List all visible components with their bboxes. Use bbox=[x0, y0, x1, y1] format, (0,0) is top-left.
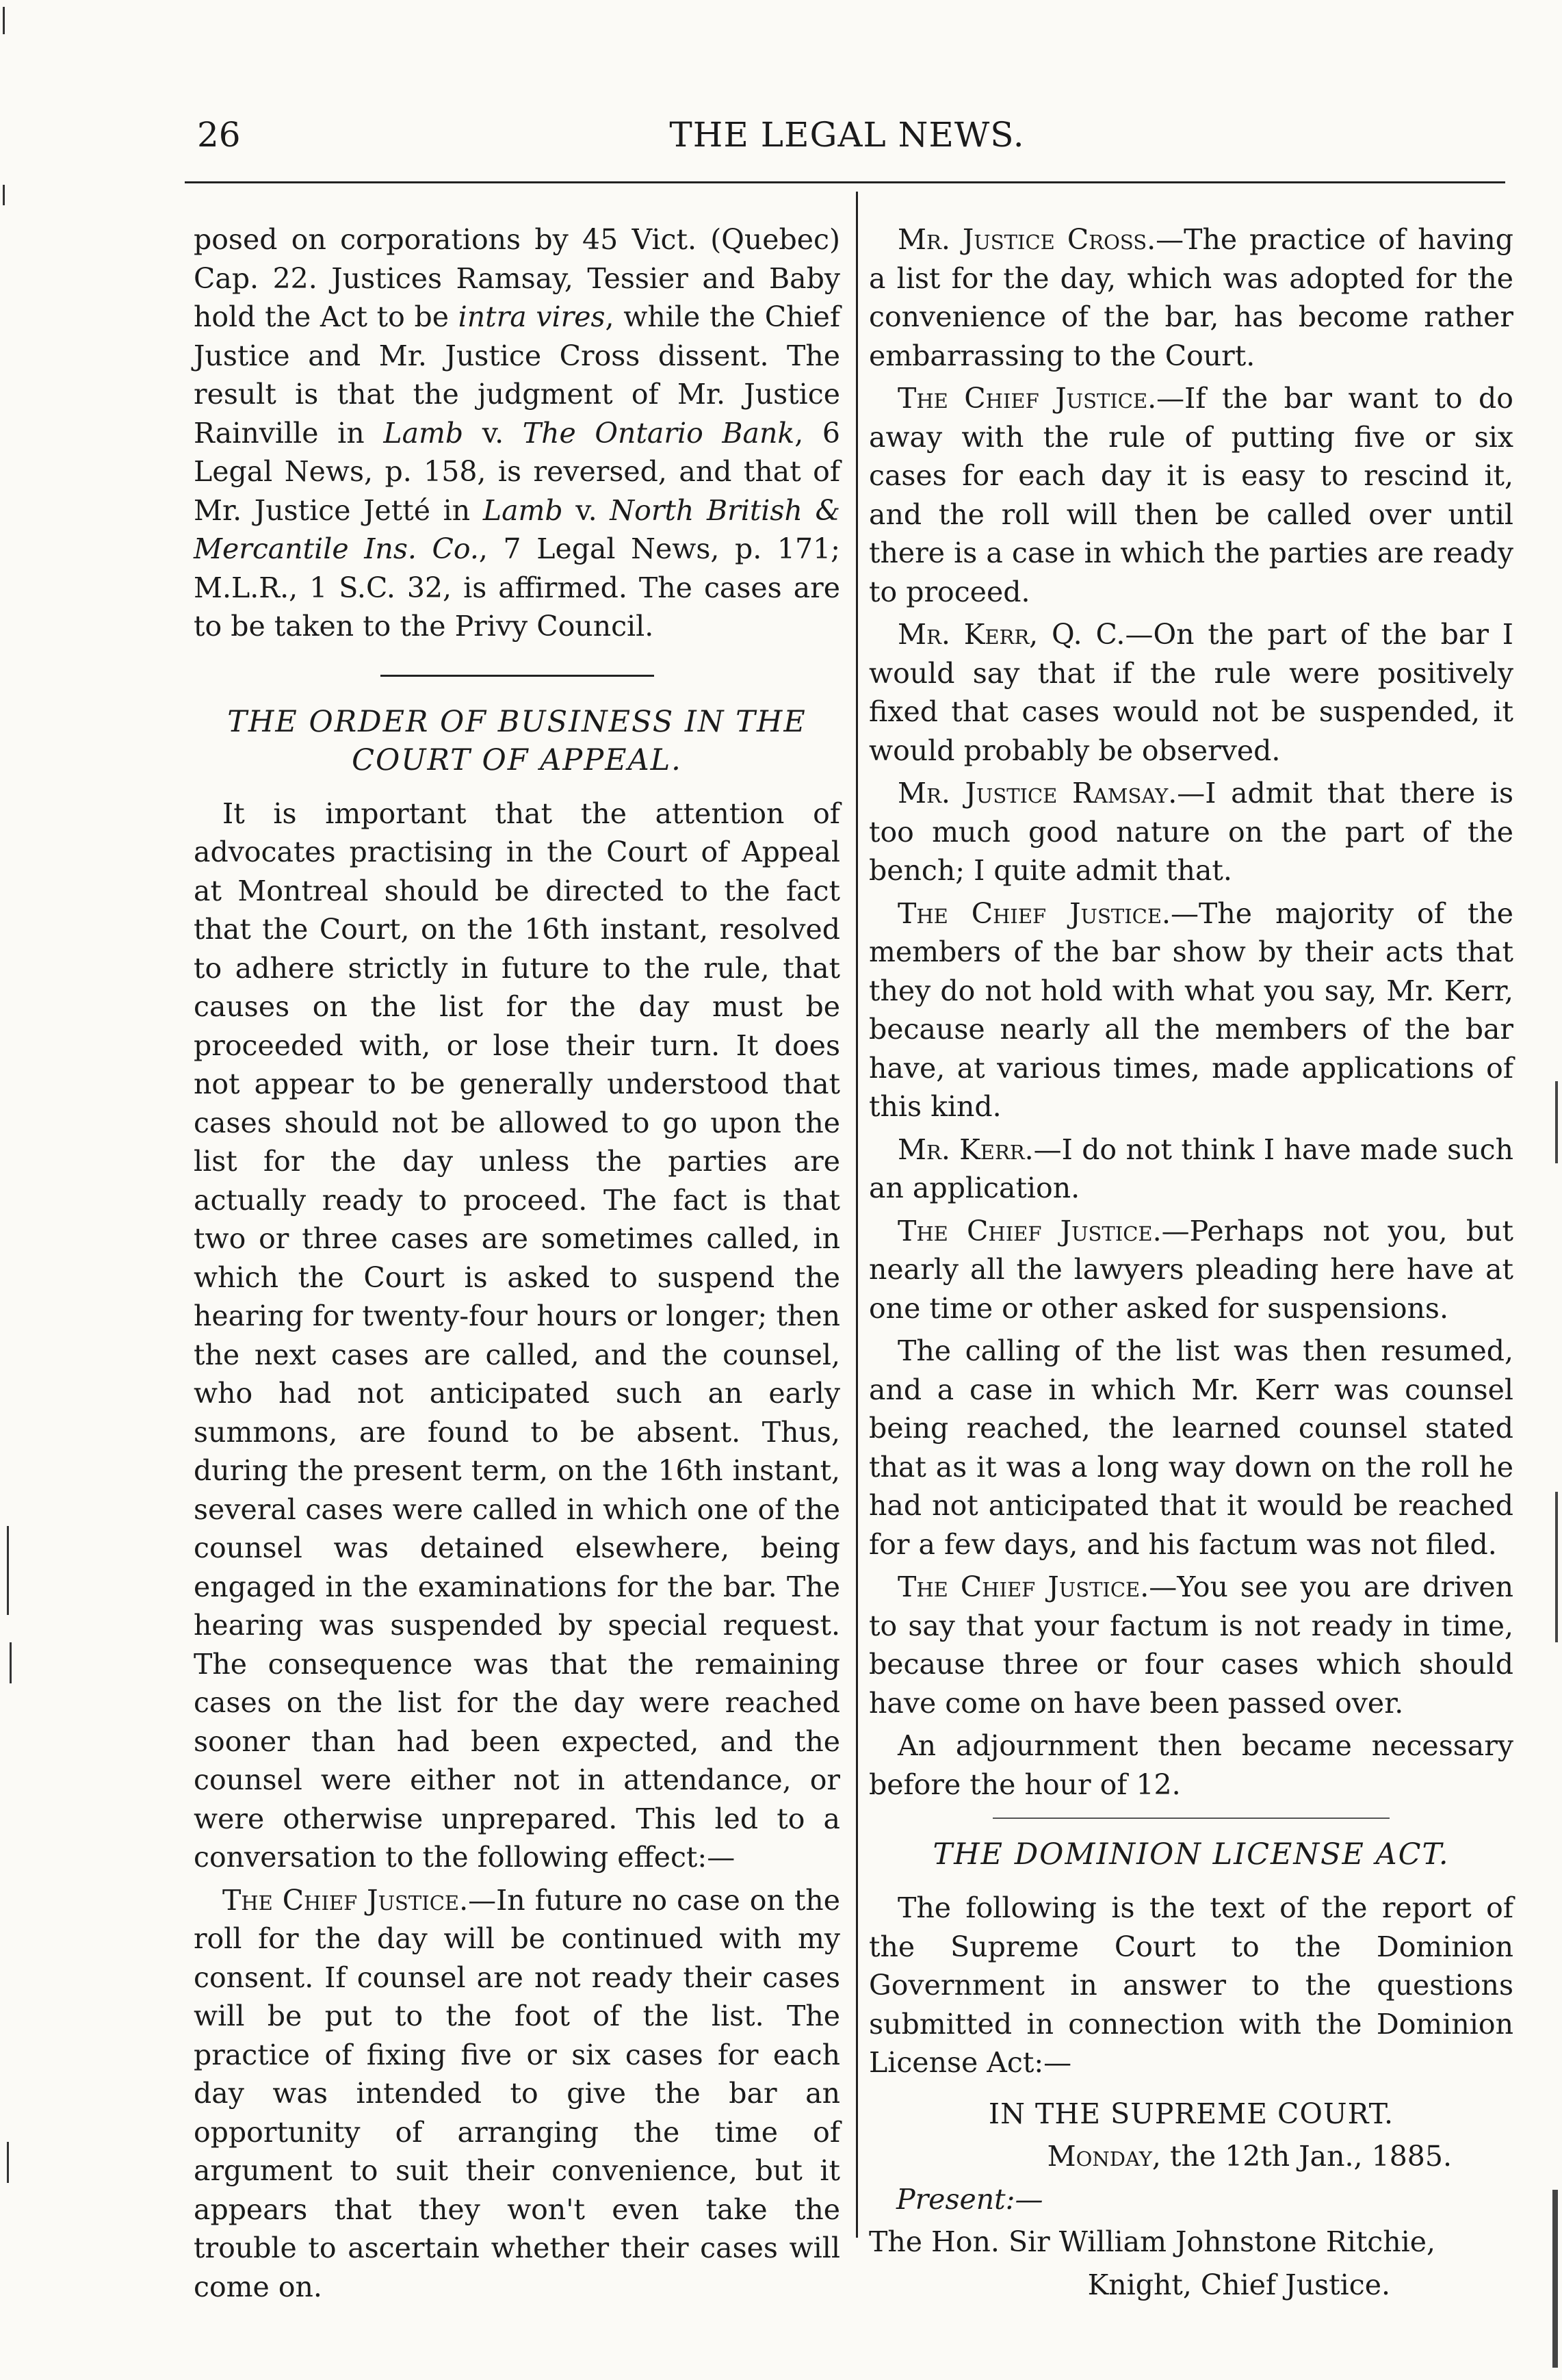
header-rule bbox=[185, 181, 1505, 183]
page-header bbox=[197, 111, 1497, 166]
speech: , Q. C.—On the part of the bar I would say that if the rule were positively fixed that cases would not be suspended, it would probably be observed. bbox=[869, 618, 1513, 767]
speech: .—Perhaps not you, but nearly all the lawyers pleading here have at one time or other asked for suspensions. bbox=[869, 1214, 1513, 1325]
speaker: The Chief Justice bbox=[898, 896, 1162, 930]
case-party: North British & Mercantile Ins. Co. bbox=[194, 493, 840, 565]
speech: .—The majority of the members of the bar show by their acts that they do not hold with what you say, Mr. Kerr, because nearly all the members of the bar have, at various times, made applications of this kind. bbox=[869, 896, 1513, 1123]
speech: .—In future no case on the roll for the day will be continued with my consent. If counsel are not ready their cases will be put to the foot of the list. The practice of fixing five or six cases for each day was intended to give the bar an opportunity of arranging the time of argument to suit their convenience, but it appears that they won't even take the trouble to ascertain whether their cases will come on. bbox=[194, 1883, 840, 2303]
paragraph-chief-justice bbox=[869, 894, 1513, 1126]
journal-title: THE LEGAL NEWS. bbox=[669, 115, 1025, 155]
text-run: , while the Chief Justice and Mr. Justice Cross dissent. The result is that the judgment of Mr. Justice Rainville in bbox=[194, 300, 841, 450]
text-run: v. bbox=[463, 416, 523, 450]
speech: .—The practice of having a list for the day, which was adopted for the convenience of the bar, has become rather embarrassing to the Court. bbox=[869, 223, 1513, 372]
speaker: Mr. Kerr bbox=[898, 618, 1030, 651]
section-rule bbox=[993, 1818, 1390, 1819]
paragraph-ramsay bbox=[869, 774, 1513, 890]
case-party: The Ontario Bank bbox=[522, 416, 795, 450]
paragraph-chief-justice bbox=[869, 1568, 1513, 1722]
text-run: v. bbox=[562, 493, 610, 527]
right-column bbox=[869, 220, 1513, 2304]
paragraph-judgment-summary bbox=[194, 220, 840, 646]
paragraph-license-report: The following is the text of the report of the Supreme Court to the Dominion Government in answer to the questions submitted in connection with the Dominion License Act:— bbox=[869, 1891, 1513, 2079]
case-party: Lamb bbox=[383, 416, 464, 450]
speaker: The Chief Justice bbox=[222, 1883, 460, 1917]
italic-term: intra vires bbox=[458, 300, 606, 333]
left-margin-marks bbox=[0, 0, 27, 2380]
paragraph-narrative: The calling of the list was then resumed, and a case in which Mr. Kerr was counsel being reached, the learned counsel stated that as it was a long way down on the roll he had not anticipated that it would be reached for a few days, and his factum was not filed. bbox=[869, 1334, 1513, 1561]
paragraph-chief-justice bbox=[194, 1881, 840, 2307]
speaker: The Chief Justice bbox=[898, 382, 1148, 415]
speech: .—You see you are driven to say that your factum is not ready in time, because three or four cases which should have come on have been passed over. bbox=[869, 1570, 1513, 1720]
left-column bbox=[194, 220, 840, 2306]
judge-line: The Hon. Sir William Johnstone Ritchie, bbox=[869, 2225, 1436, 2258]
paragraph-order-of-business: It is important that the attention of advocates practising in the Court of Appeal at Montreal should be directed to the fact that the Court, on the 16th instant, resolved to adhere strictly in future to the rule, that causes on the list for the day must be proceeded with, or lose their turn. It does not appear to be generally understood that cases should not be allowed to go upon the list for the day unless the parties are actually ready to proceed. The fact is that two or three cases are sometimes called, in which the Court is asked to suspend the hearing for twenty-four hours or longer; then the next cases are called, and the counsel, who had not anticipated such an early summons, are found to be absent. Thus, during the present term, on the 16th instant, several cases were called in which one of the counsel was detained elsewhere, being engaged in the examinations for the bar. The hearing was suspended by special request. The consequence was that the remaining cases on the list for the day were reached sooner than had been expected, and the counsel were either not in attendance, or were otherwise unprepared. This led to a conversation to the following effect:— bbox=[194, 797, 840, 1874]
date-text: , the 12th Jan., 1885. bbox=[1151, 2140, 1452, 2173]
paragraph-cross bbox=[869, 220, 1513, 375]
weekday: Monday bbox=[1047, 2140, 1152, 2173]
right-page-edge bbox=[1521, 0, 1562, 2380]
speaker: Mr. Kerr bbox=[898, 1133, 1025, 1166]
court-title: IN THE SUPREME COURT. bbox=[988, 2097, 1394, 2130]
judge-title: Knight, Chief Justice. bbox=[1087, 2268, 1390, 2301]
speaker: The Chief Justice bbox=[898, 1570, 1141, 1603]
speech: .—If the bar want to do away with the rule of putting five or six cases for each day it is easy to rescind it, and the roll will then be called over until there is a case in which the parties are ready to proceed. bbox=[869, 382, 1513, 608]
section-heading-license-act: THE DOMINION LICENSE ACT. bbox=[933, 1837, 1450, 1872]
speech: .—I do not think I have made such an application. bbox=[869, 1133, 1513, 1204]
section-heading-order-of-business: THE ORDER OF BUSINESS IN THE COURT OF APPEAL. bbox=[227, 704, 807, 777]
paragraph-kerr bbox=[869, 615, 1513, 770]
speaker: Mr. Justice Cross bbox=[898, 223, 1147, 256]
paragraph-adjournment: An adjournment then became necessary before the hour of 12. bbox=[869, 1729, 1513, 1801]
section-rule bbox=[380, 675, 654, 677]
date-line bbox=[869, 2137, 1513, 2176]
paragraph-chief-justice bbox=[869, 379, 1513, 611]
page-number: 26 bbox=[197, 115, 241, 155]
speech: .—I admit that there is too much good nature on the part of the bench; I quite admit that. bbox=[869, 777, 1513, 887]
text-run: , 6 Legal News, p. 158, is reversed, and that of Mr. Justice Jetté in bbox=[194, 416, 840, 527]
text-run: posed on corporations by 45 Vict. (Quebec) Cap. 22. Justices Ramsay, Tessier and Baby hold the Act to be bbox=[194, 223, 840, 333]
text-run: , 7 Legal News, p. 171; M.L.R., 1 S.C. 32, is affirmed. The cases are to be taken to the Privy Council. bbox=[194, 532, 840, 643]
speaker: The Chief Justice bbox=[898, 1214, 1153, 1247]
case-party: Lamb bbox=[482, 493, 563, 527]
present-label: Present:— bbox=[896, 2182, 1043, 2216]
paragraph-chief-justice bbox=[869, 1212, 1513, 1328]
column-divider bbox=[856, 192, 858, 2238]
paragraph-kerr bbox=[869, 1130, 1513, 1208]
speaker: Mr. Justice Ramsay bbox=[898, 777, 1169, 810]
